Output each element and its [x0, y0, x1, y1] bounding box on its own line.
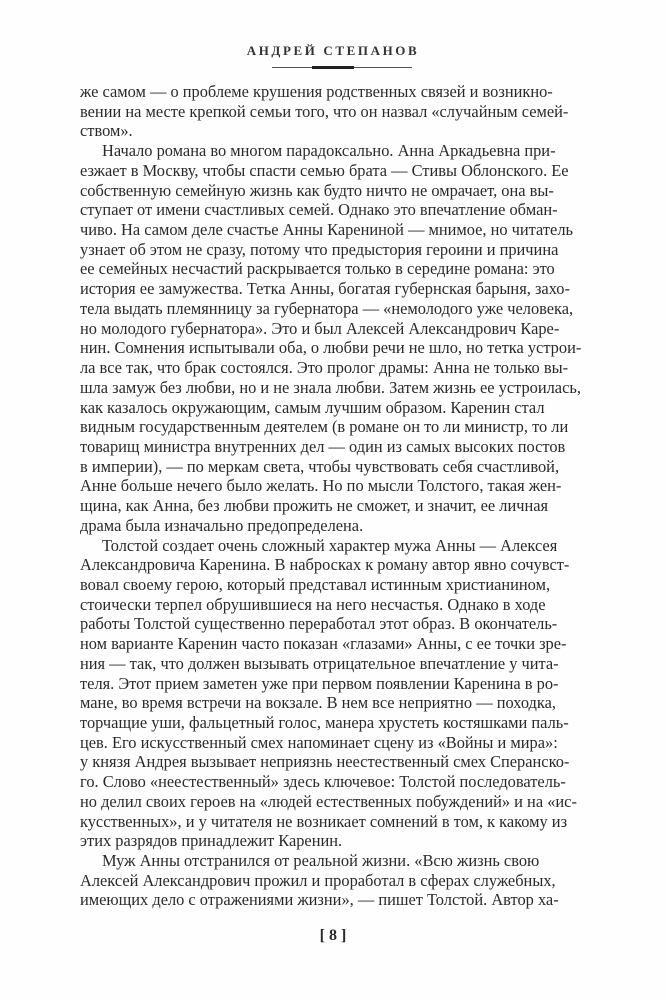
text-line: у князя Андрея вызывает неприязнь неестественный смех Сперанско-: [80, 752, 570, 772]
text-line: Толстой создает очень сложный характер мужа Анны — Алексея: [102, 535, 558, 555]
text-line: вении на месте крепкой семьи того, что он назвал «случайным семей-: [80, 101, 569, 121]
text-line: как казалось окружающим, самым лучшим образом. Каренин стал: [80, 397, 545, 417]
body-text: [80, 82, 592, 910]
text-line: работы Толстой существенно переработал этот образ. В окончатель-: [80, 614, 558, 634]
header-rule-ornament: [312, 66, 354, 69]
text-line: имеющих дело с отражениями жизни», — пишет Толстой. Автор ха-: [80, 890, 559, 910]
text-line: собственную семейную жизнь как будто ничто не омрачает, она вы-: [80, 180, 554, 200]
text-line: история ее замужества. Тетка Анны, богатая губернская барыня, захо-: [80, 279, 570, 299]
text-line: Алексей Александрович прожил и проработал в сферах служебных,: [80, 870, 556, 890]
text-line: в империи), — по меркам света, чтобы чувствовать себя счастливой,: [80, 456, 560, 476]
text-line: товарищ министра внутренних дел — один из самых высоких постов: [80, 436, 566, 456]
text-line: кусственных», и у читателя не возникает сомнений в том, к какому из: [80, 811, 568, 831]
text-line: ния — так, что должен вызывать отрицательное впечатление у чита-: [80, 653, 559, 673]
text-line: торчащие уши, фальцетный голос, манера хрустеть костяшками паль-: [80, 713, 569, 732]
text-line: но молодого губернатора». Это и был Алексей Александрович Каре-: [80, 318, 560, 338]
text-line: ее семейных несчастий раскрывается только в середине романа: это: [80, 259, 555, 279]
text-line: го. Слово «неестественный» здесь ключевое: Толстой последователь-: [80, 772, 566, 792]
text-line: теля. Этот прием заметен уже при первом появлении Каренина в ро-: [80, 673, 559, 693]
text-line: драма была изначально предопределена.: [80, 515, 364, 535]
text-line: чиво. На самом деле счастье Анны Карениной — мнимое, но читатель: [80, 220, 573, 240]
text-line: ном варианте Каренин часто показан «глазами» Анны, с ее точки зре-: [80, 634, 567, 654]
text-line: Начало романа во многом парадоксально. Анна Аркадьевна при-: [102, 141, 556, 161]
text-line: ством».: [80, 121, 133, 141]
text-line: Анне больше нечего было желать. Но по мысли Толстого, такая жен-: [80, 476, 562, 496]
text-line: узнает об этом не сразу, потому что предыстория героини и причина: [80, 239, 559, 259]
text-line: но делил своих героев на «людей естественных побуждений» и на «ис-: [80, 791, 577, 811]
text-line: ступает от имени счастливых семей. Однако это впечатление обман-: [80, 200, 558, 220]
page-number: [ 8 ]: [319, 927, 347, 944]
text-line: езжает в Москву, чтобы спасти семью брата — Стивы Облонского. Ее: [80, 160, 569, 180]
text-line: ла все так, что брак состоялся. Это пролог драмы: Анна не только вы-: [80, 358, 569, 378]
text-line: этих разрядов принадлежит Каренин.: [80, 831, 343, 851]
text-line: стоически терпел обрушившиеся на него несчастья. Однако в ходе: [80, 594, 546, 614]
text-line: мане, во время встречи на вокзале. В нем все неприятно — походка,: [80, 693, 556, 713]
text-line: тела выдать племянницу за губернатора — «немолодого уже человека,: [80, 298, 574, 318]
text-line: видным государственным деятелем (в романе он то ли министр, то ли: [80, 417, 569, 437]
text-line: цев. Его искусственный смех напоминает сцену из «Войны и мира»:: [80, 732, 558, 752]
text-line: же самом — о проблеме крушения родственных связей и возникно-: [80, 82, 553, 101]
text-line: щина, как Анна, без любви прожить не сможет, и значит, ее личная: [80, 496, 549, 516]
text-line: вовал своему герою, который представал истинным христианином,: [80, 574, 551, 594]
text-line: нин. Сомнения испытывали оба, о любви речи не шло, но тетка устрои-: [80, 338, 582, 358]
running-head-author: АНДРЕЙ СТЕПАНОВ: [246, 43, 420, 58]
text-line: Муж Анны отстранился от реальной жизни. «Всю жизнь свою: [102, 851, 540, 871]
text-line: Александровича Каренина. В набросках к роману автор явно сочувст-: [80, 555, 570, 575]
text-line: шла замуж без любви, но и не знала любви. Затем жизнь ее устроилась,: [80, 377, 581, 397]
